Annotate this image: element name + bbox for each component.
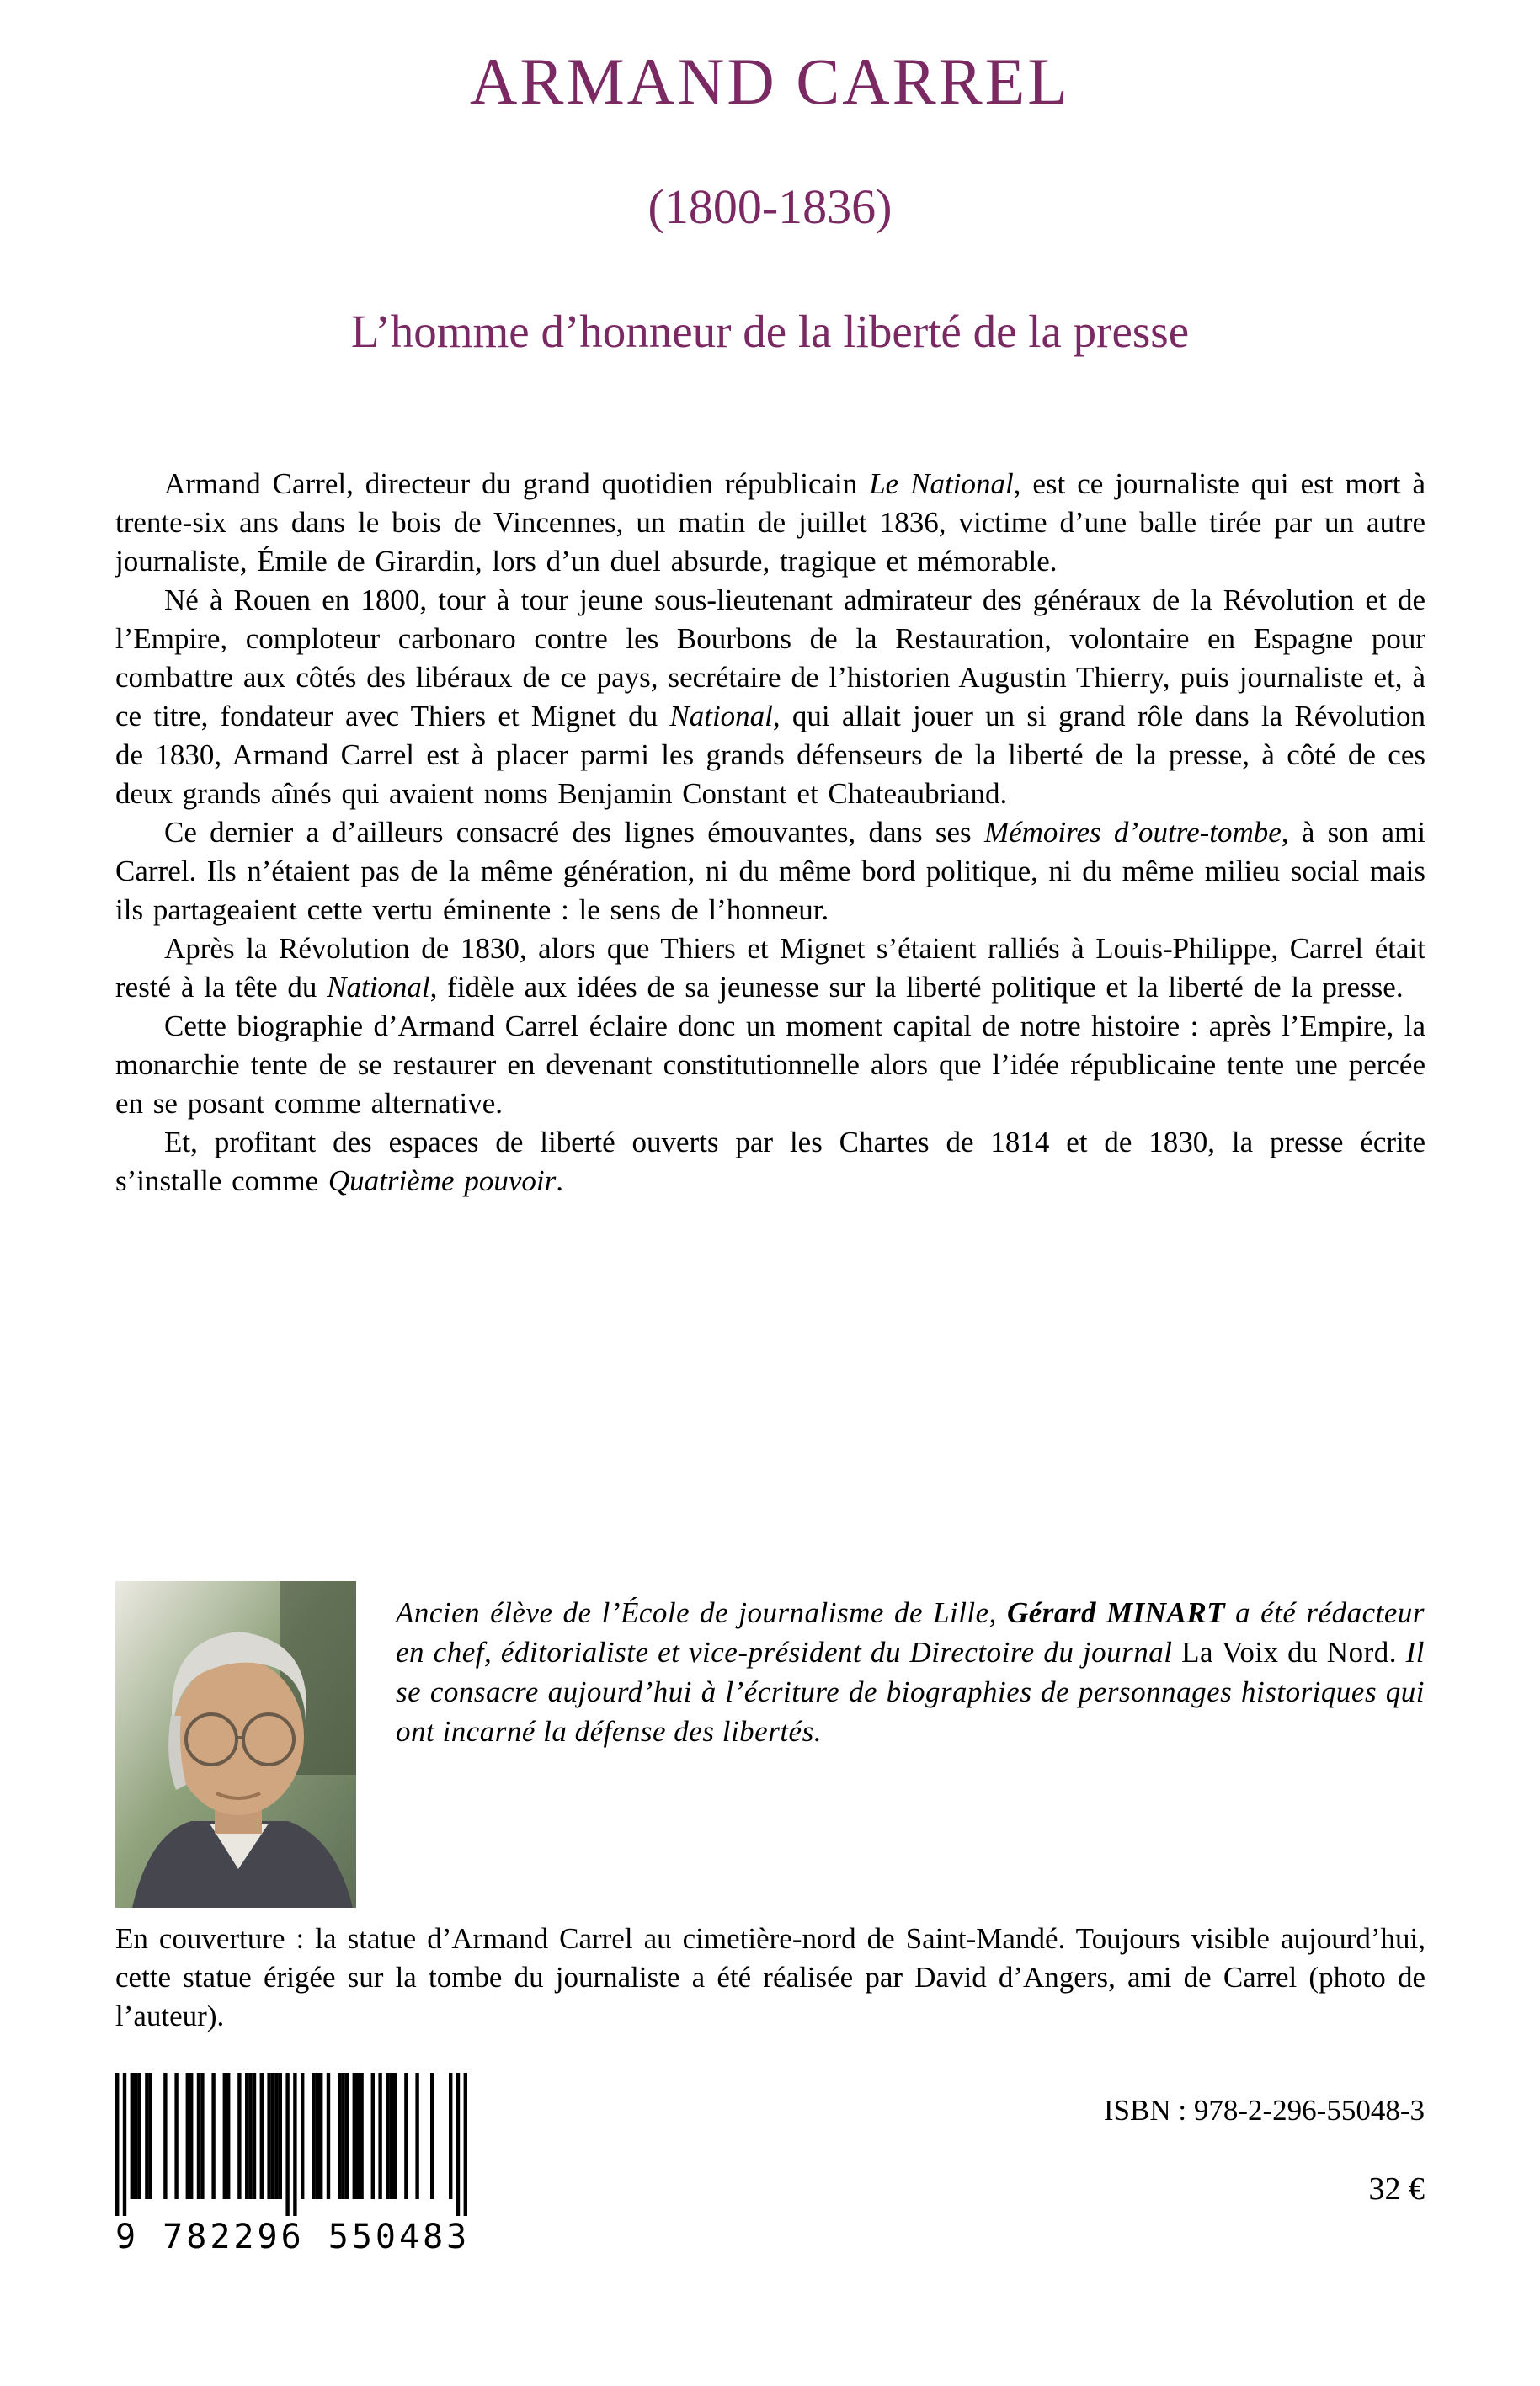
synopsis-paragraph-6: Et, profitant des espaces de liberté ouverts par les Chartes de 1814 et de 1830, la presse écrite s’installe comme Quatrième pouvoir. bbox=[115, 1126, 1425, 1197]
barcode-bars bbox=[115, 2073, 471, 2216]
synopsis-paragraph-2: Né à Rouen en 1800, tour à tour jeune sous-lieutenant admirateur des généraux de la Révolution et de l’Empire, comploteur carbonaro contre les Bourbons de la Restauration, volontaire en Espagne pour combattre aux côtés des libéraux de ce pays, secrétaire de l’historien Augustin Thierry, puis journaliste et, à ce titre, fondateur avec Thiers et Mignet du National, qui allait jouer un si grand rôle dans la Révolution de 1830, Armand Carrel est à placer parmi les grands défenseurs de la liberté de la presse, à côté de ces deux grands aînés qui avaient noms Benjamin Constant et Chateaubriand. bbox=[115, 583, 1425, 810]
author-photo bbox=[115, 1581, 356, 1908]
price: 32 € bbox=[1368, 2171, 1425, 2207]
cover-note: En couverture : la statue d’Armand Carrel au cimetière-nord de Saint-Mandé. Toujours visible aujourd’hui, cette statue érigée sur la tombe du journaliste a été réalisée par David d’Angers, ami de Carrel (photo de l’auteur). bbox=[115, 1922, 1425, 2032]
synopsis bbox=[115, 465, 1425, 1201]
book-title: ARMAND CARREL bbox=[470, 45, 1070, 118]
synopsis-paragraph-4: Après la Révolution de 1830, alors que Thiers et Mignet s’étaient ralliés à Louis-Philippe, Carrel était resté à la tête du National, fidèle aux idées de sa jeunesse sur la liberté politique et la liberté de la presse. bbox=[115, 932, 1425, 1004]
synopsis-paragraph-3: Ce dernier a d’ailleurs consacré des lignes émouvantes, dans ses Mémoires d’outre-tombe, à son ami Carrel. Ils n’étaient pas de la même génération, ni du même bord politique, ni du même milieu social mais ils partageaient cette vertu éminente : le sens de l’honneur. bbox=[115, 816, 1426, 926]
barcode bbox=[115, 2073, 474, 2256]
author-bio: Ancien élève de l’École de journalisme de Lille, Gérard MINART a été rédacteur en chef, éditorialiste et vice-président du Directoire du journal La Voix du Nord. Il se consacre aujourd’hui à l’écriture de biographies de personnages historiques qui ont incarné la défense des libertés. bbox=[396, 1596, 1425, 1748]
author-portrait-illustration bbox=[115, 1581, 356, 1908]
isbn: ISBN : 978-2-296-55048-3 bbox=[1103, 2094, 1425, 2127]
synopsis-paragraph-1: Armand Carrel, directeur du grand quotidien républicain Le National, est ce journaliste qui est mort à trente-six ans dans le bois de Vincennes, un matin de juillet 1836, victime d’une balle tirée par un autre journaliste, Émile de Girardin, lors d’un duel absurde, tragique et mémorable. bbox=[115, 467, 1425, 578]
synopsis-paragraph-5: Cette biographie d’Armand Carrel éclaire donc un moment capital de notre histoire : après l’Empire, la monarchie tente de se restaurer en devenant constitutionnelle alors que l’idée républicaine tente une percée en se posant comme alternative. bbox=[115, 1009, 1425, 1120]
book-subtitle: L’homme d’honneur de la liberté de la presse bbox=[350, 306, 1190, 357]
barcode-digits: 9 782296 550483 bbox=[115, 2218, 471, 2256]
book-dates: (1800-1836) bbox=[647, 179, 893, 234]
